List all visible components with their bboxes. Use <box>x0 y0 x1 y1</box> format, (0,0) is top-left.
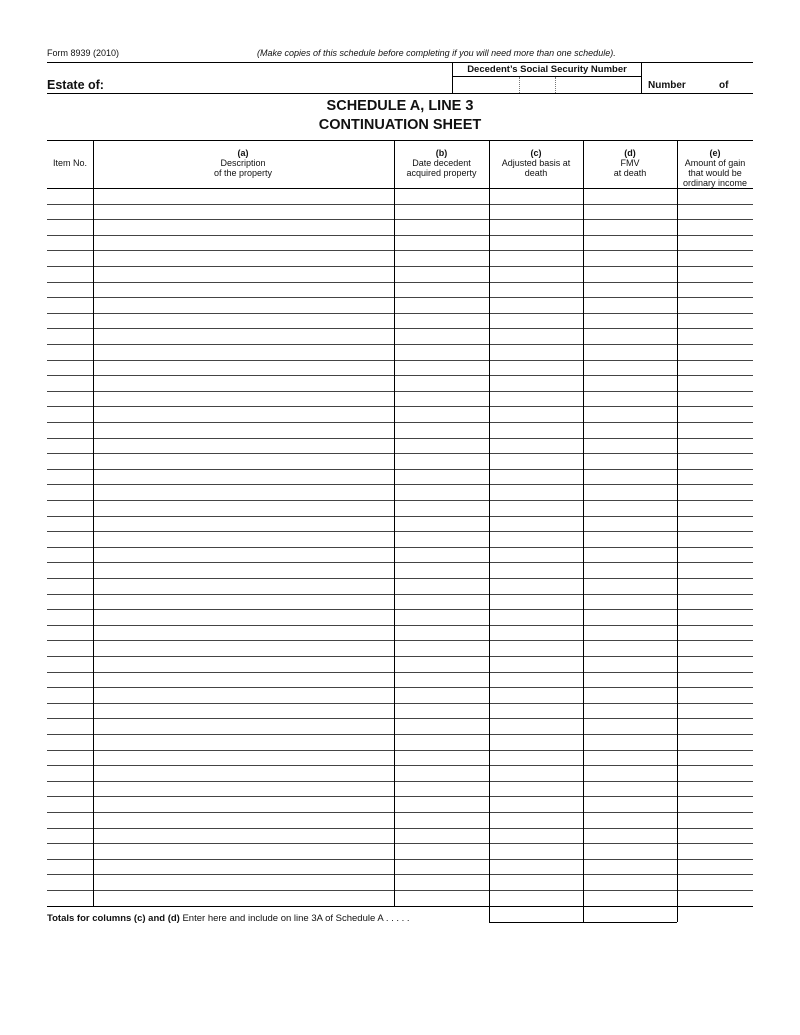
table-row-rule <box>47 531 753 532</box>
sheet-of-label: of <box>719 80 729 91</box>
table-row-rule <box>47 516 753 517</box>
table-row-rule <box>47 750 753 751</box>
form-header-line <box>47 48 753 62</box>
col-e-label-1: Amount of gain <box>684 158 746 168</box>
col-e-label-2: that would be <box>688 168 742 178</box>
totals-bottom-rule <box>489 922 677 923</box>
col-divider-b <box>489 140 490 922</box>
table-row-rule <box>47 391 753 392</box>
ssn-separator <box>555 77 556 93</box>
table-row-rule <box>47 375 753 376</box>
table-row-rule <box>47 469 753 470</box>
table-row-rule <box>47 313 753 314</box>
table-row-rule <box>47 297 753 298</box>
table-row-rule <box>47 500 753 501</box>
table-row-rule <box>47 796 753 797</box>
schedule-title <box>200 97 600 135</box>
table-row-rule <box>47 328 753 329</box>
sheet-number-label: Number <box>648 80 686 91</box>
table-row-rule <box>47 703 753 704</box>
table-row-rule <box>47 578 753 579</box>
col-c-header <box>489 148 583 178</box>
ssn-label: Decedent’s Social Security Number <box>467 64 627 75</box>
col-c-letter: (c) <box>530 148 542 158</box>
table-row-rule <box>47 609 753 610</box>
table-row-rule <box>47 266 753 267</box>
table-row-rule <box>47 562 753 563</box>
table-row-rule <box>47 438 753 439</box>
table-row-rule <box>47 812 753 813</box>
col-b-label-1: Date decedent <box>412 158 471 168</box>
copies-note: (Make copies of this schedule before completing if you will need more than one schedule). <box>257 48 616 58</box>
estate-of-label: Estate of: <box>47 78 104 92</box>
col-divider-d <box>677 140 678 922</box>
table-row-rule <box>47 360 753 361</box>
col-d-header <box>583 148 677 178</box>
form-id: Form 8939 (2010) <box>47 48 120 58</box>
table-row-rule <box>47 781 753 782</box>
col-d-label-1: FMV <box>620 158 640 168</box>
table-row-rule <box>47 453 753 454</box>
table-row-rule <box>47 235 753 236</box>
col-e-label-3: ordinary income <box>682 178 748 188</box>
col-c-label-2: death <box>524 168 548 178</box>
table-row-rule <box>47 250 753 251</box>
table-row-rule <box>47 843 753 844</box>
totals-instruction: Enter here and include on line 3A of Schedule A . . . . . <box>179 913 410 924</box>
table-row-rule <box>47 625 753 626</box>
totals-top-rule <box>47 906 753 907</box>
item-no-header: Item No. <box>52 158 87 168</box>
col-d-letter: (d) <box>624 148 636 158</box>
col-c-label-1: Adjusted basis at <box>501 158 571 168</box>
table-row-rule <box>47 640 753 641</box>
col-b-header <box>394 148 489 178</box>
table-row-rule <box>47 422 753 423</box>
table-row-rule <box>47 547 753 548</box>
col-a-letter: (a) <box>237 148 249 158</box>
schedule-title-line1: SCHEDULE A, LINE 3 <box>326 98 474 114</box>
table-row-rule <box>47 344 753 345</box>
table-row-rule <box>47 204 753 205</box>
table-row-rule <box>47 282 753 283</box>
table-row-rule <box>47 406 753 407</box>
col-divider-item <box>93 140 94 906</box>
totals-label: Totals for columns (c) and (d) <box>47 913 180 924</box>
col-b-letter: (b) <box>435 148 448 158</box>
continuation-table <box>47 140 753 926</box>
table-row-rule <box>47 656 753 657</box>
ssn-divider <box>453 76 641 77</box>
col-a-label-1: Description <box>220 158 266 168</box>
table-top-rule <box>47 140 753 141</box>
header-bottom-rule <box>47 188 753 189</box>
table-row-rule <box>47 687 753 688</box>
table-row-rule <box>47 765 753 766</box>
col-divider-a <box>394 140 395 906</box>
col-a-label-2: of the property <box>213 168 273 178</box>
ssn-separator <box>519 77 520 93</box>
table-row-rule <box>47 874 753 875</box>
header-rule <box>47 62 753 63</box>
table-row-rule <box>47 672 753 673</box>
totals-line <box>47 913 410 924</box>
col-b-label-2: acquired property <box>406 168 477 178</box>
table-row-rule <box>47 890 753 891</box>
col-e-header <box>677 148 753 188</box>
table-row-rule <box>47 828 753 829</box>
table-row-rule <box>47 484 753 485</box>
estate-rule <box>47 93 753 94</box>
table-row-rule <box>47 859 753 860</box>
table-row-rule <box>47 718 753 719</box>
col-a-header <box>93 148 393 178</box>
table-row-rule <box>47 734 753 735</box>
decedent-ssn-field[interactable] <box>452 62 642 93</box>
col-d-label-2: at death <box>613 168 647 178</box>
table-row-rule <box>47 219 753 220</box>
col-divider-c <box>583 140 584 922</box>
schedule-title-line2: CONTINUATION SHEET <box>318 117 482 133</box>
table-row-rule <box>47 594 753 595</box>
col-e-letter: (e) <box>709 148 721 158</box>
